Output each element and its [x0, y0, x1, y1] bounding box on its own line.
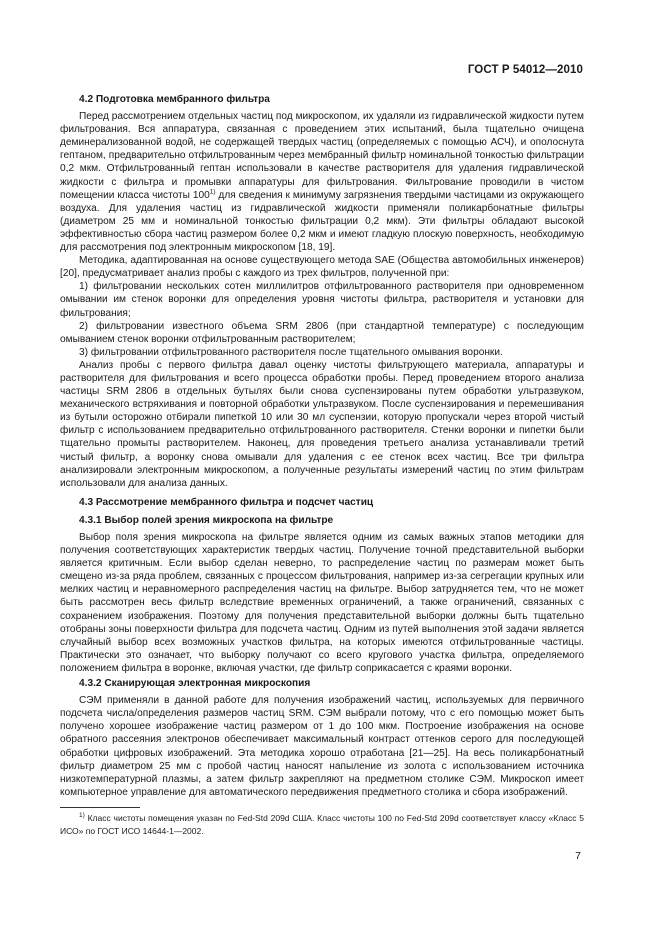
section-4-3-1-heading: 4.3.1 Выбор полей зрения микроскопа на фильтре [79, 514, 334, 526]
list-item-3: 3) фильтровании отфильтрованного растворителя после тщательного омывания воронки. [79, 346, 503, 358]
footnote-divider [60, 807, 140, 808]
footnote-ref: 1) [209, 188, 216, 196]
standard-header: ГОСТ Р 54012—2010 [467, 64, 583, 76]
page-number: 7 [575, 850, 581, 862]
footnote-marker: 1) [79, 812, 85, 820]
section-4-3-1-paragraph: Выбор поля зрения микроскопа на фильтре является одним из самых важных этапов методики для получения соответствующих характеристик твердых частиц. Получение точной представительной выборки является критичным. Если выбор сделан неверно, то распределение частиц по размерам может быть смещено из-за ряда проблем, связанных с процессом фильтрования, например из-за сегрегации крупных или мелких частиц и неравномерного распределения частиц на фильтре. Выбор затрудняется тем, что не может быть рассмотрен весь фильтр вследствие временных ограничений, а также ограничений, связанных с сохранением изображения. Поэтому для получения представительной выборки должны быть тщательно отобраны зоны поверхности фильтра для подсчета частиц. Одним из путей выполнения этой задачи является случайный выбор всех возможных участков фильтра, на которых имеются отфильтрованные частицы. Практически это означает, что выборку получают со всего кругового участка фильтра, определяемого положением фильтра в воронке, включая участки, где фильтр соприкасается с краями воронки. [60, 532, 584, 674]
section-4-2-paragraph-2: Методика, адаптированная на основе существующего метода SAE (Общества автомобильных инженеров) [20], предусматривает анализ пробы с каждого из трех фильтров, полученной при: [60, 255, 584, 280]
section-4-3-heading: 4.3 Рассмотрение мембранного фильтра и подсчет частиц [79, 496, 374, 508]
footnote [60, 812, 584, 837]
section-4-2-paragraph-3: Анализ пробы с первого фильтра давал оценку чистоты фильтрующего материала, аппаратуры и растворителя для фильтрования и всего процесса обработки пробы. Перед проведением второго анализа частицы SRM 2806 в отдельных бутылях были снова суспензированы путем обработки ультразвуком, механического встряхивания и повторной обработки ультразвуком. После суспензирования и перемешивания из бутыли осторожно отбирали пипеткой 10 или 30 мл суспензии, которую пропускали через второй чистый фильтр с использованием предварительно отфильтрованного растворителя. Стенки воронки и пипетки были тщательно промыты растворителем. Наконец, для проведения третьего анализа устанавливали третий чистый фильтр, а воронку снова омывали для удаления с ее стенок всех частиц. Все три фильтра анализировали электронным микроскопом, а полученные результаты измерений частиц по этим фильтрам использовали для анализа данных. [60, 359, 584, 489]
paragraph-text: для сведения к минимуму загрязнения твердыми частицами из окружающего воздуха. Для удаления частиц из гидравлической жидкости применяли поликарбонатные фильтры (диаметром 25 мм и номинальной тонкостью фильтрации 0,2 мкм). Эти фильтры обладают высокой эффективностью сбора частиц размером более 0,2 мкм и имеют гладкую плоскую поверхность, необходимую для рассмотрения под электронным микроскопом [18, 19]. [60, 189, 584, 254]
section-4-3-2-paragraph: СЭМ применяли в данной работе для получения изображений частиц, используемых для первичного подсчета числа/определения размеров частиц SRM. СЭМ выбрали потому, что с его помощью может быть получено хорошее изображение частиц размером от 1 до 100 мкм. Построение изображения на основе обратного рассеяния электронов обеспечивает максимальный контраст оттенков серого для последующей обработки цифровых изображений. Эта методика хорошо отработана [21—25]. На весь поликарбонатный фильтр диаметром 25 мм с пробой частиц наносят напыление из золота с использованием источника низкотемпературной плазмы, а затем фильтр закрепляют на предметном столике СЭМ. Микроскоп имеет компьютерное управление для автоматического передвижения предметного столика и сбора изображений. [60, 695, 584, 798]
section-4-2-heading: 4.2 Подготовка мембранного фильтра [79, 94, 270, 105]
section-4-3-2-heading: 4.3.2 Сканирующая электронная микроскопия [79, 678, 311, 690]
paragraph-text: Перед рассмотрением отдельных частиц под микроскопом, их удаляли из гидравлической жидкости путем фильтрования. Вся аппаратура, связанная с проведением этих испытаний, была тщательно очищена деминерализованной водой, не содержащей твердых частиц (определяемых с помощью АСЧ), и ополоснута гептаном, предварительно отфильтрованным через мембранный фильтр номинальной тонкостью фильтрации 0,2 мкм. Отфильтрованный гептан использовали в качестве растворителя для удаления гидравлической жидкости с фильтра и промывки аппаратуры для фильтрования. Фильтрование проводили в чистом помещении класса чистоты 100 [60, 111, 584, 201]
list-item-2: 2) фильтровании известного объема SRM 2806 (при стандартной температуре) с последующим омыванием стенок воронки отфильтрованным растворителем; [60, 320, 584, 345]
main-text [60, 93, 584, 799]
list-item-1: 1) фильтровании нескольких сотен миллилитров отфильтрованного растворителя при одновременном омывании им стенок воронки для определения уровня чистоты фильтра, растворителя и установки для фильтрования; [60, 281, 584, 319]
footnote-text: Класс чистоты помещения указан по Fed-Std 209d США. Класс чистоты 100 по Fed-Std 209d соответствует классу «Класс 5 ИСО» по ГОСТ ИСО 14644-1—2002. [60, 813, 584, 836]
section-4-2-paragraph-1 [60, 110, 584, 254]
